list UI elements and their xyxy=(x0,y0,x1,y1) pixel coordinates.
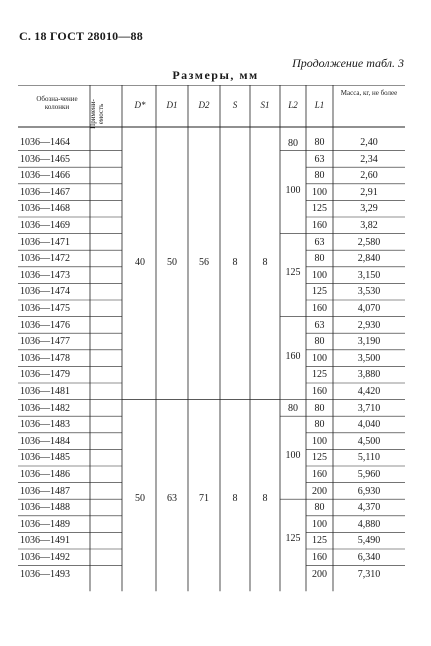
group2-d1: 63 xyxy=(167,493,177,504)
row-mass: 3,82 xyxy=(360,220,378,231)
row-designation: 1036—1471 xyxy=(20,236,70,248)
l2-value: 80 xyxy=(288,138,298,149)
row-mass: 3,29 xyxy=(360,203,378,215)
row-l1: 80 xyxy=(314,419,325,431)
row-l1: 160 xyxy=(312,552,327,563)
row-l1: 125 xyxy=(312,369,327,381)
row-l1: 125 xyxy=(312,535,327,547)
row-mass: 2,840 xyxy=(357,253,381,265)
row-mass: 2,91 xyxy=(360,186,378,198)
table-subtitle: Размеры, мм xyxy=(172,68,259,82)
row-mass: 6,340 xyxy=(357,552,381,563)
row-designation: 1036—1491 xyxy=(20,535,70,547)
row-designation: 1036—1476 xyxy=(20,319,70,331)
row-l1: 80 xyxy=(314,170,325,182)
row-l1: 80 xyxy=(314,402,325,414)
row-mass: 2,60 xyxy=(360,170,378,182)
header-s1: S1 xyxy=(260,100,270,110)
group2-s1: 8 xyxy=(262,493,268,504)
row-l1: 200 xyxy=(312,485,327,497)
row-designation: 1036—1489 xyxy=(20,518,70,530)
row-mass: 4,880 xyxy=(357,518,381,530)
row-l1: 100 xyxy=(312,269,327,281)
row-designation: 1036—1486 xyxy=(20,469,70,480)
l2-value: 100 xyxy=(285,185,301,196)
row-designation: 1036—1473 xyxy=(20,269,70,281)
row-l1: 63 xyxy=(314,153,325,165)
row-mass: 2,40 xyxy=(360,137,378,148)
row-designation: 1036—1479 xyxy=(20,369,70,381)
row-designation: 1036—1477 xyxy=(20,336,70,348)
l2-value: 100 xyxy=(285,450,301,461)
row-designation: 1036—1469 xyxy=(20,220,70,231)
row-designation: 1036—1482 xyxy=(20,402,70,414)
row-l1: 100 xyxy=(312,352,327,364)
row-designation: 1036—1483 xyxy=(20,419,70,431)
row-mass: 4,370 xyxy=(357,502,381,514)
header-applicability: Примени-емость xyxy=(89,99,105,129)
row-mass: 7,310 xyxy=(357,568,381,580)
row-l1: 63 xyxy=(314,236,325,248)
row-l1: 63 xyxy=(314,319,325,331)
group1-d: 40 xyxy=(135,257,145,268)
group1-d2: 56 xyxy=(199,257,209,268)
row-mass: 2,34 xyxy=(360,153,378,165)
group1-s1: 8 xyxy=(262,257,268,268)
row-designation: 1036—1467 xyxy=(20,186,70,198)
row-l1: 100 xyxy=(312,518,327,530)
row-mass: 3,530 xyxy=(357,286,381,298)
row-designation: 1036—1485 xyxy=(20,452,70,464)
row-l1: 200 xyxy=(312,568,327,580)
row-mass: 2,930 xyxy=(357,319,381,331)
row-l1: 80 xyxy=(314,137,325,148)
row-mass: 3,500 xyxy=(357,352,381,364)
row-designation: 1036—1464 xyxy=(20,137,70,148)
row-l1: 160 xyxy=(312,303,327,314)
header-d2: D2 xyxy=(198,100,210,110)
row-mass: 3,190 xyxy=(357,336,381,348)
row-l1: 160 xyxy=(312,469,327,480)
l2-value: 160 xyxy=(285,351,301,362)
row-l1: 160 xyxy=(312,386,327,397)
row-designation: 1036—1475 xyxy=(20,303,70,314)
row-l1: 125 xyxy=(312,286,327,298)
row-l1: 100 xyxy=(312,186,327,198)
group2-d: 50 xyxy=(135,493,145,504)
row-mass: 6,930 xyxy=(357,485,381,497)
row-mass: 5,110 xyxy=(357,452,381,464)
row-mass: 4,500 xyxy=(357,435,381,447)
group2-d2: 71 xyxy=(199,493,209,504)
header-designation: Обозна-чение колонки xyxy=(36,95,78,111)
row-designation: 1036—1493 xyxy=(20,568,70,580)
row-mass: 5,960 xyxy=(357,469,381,480)
l2-value: 125 xyxy=(285,267,301,278)
header-mass: Масса, кг, не более xyxy=(340,89,398,97)
row-mass: 4,070 xyxy=(357,303,381,314)
dimensions-table xyxy=(18,85,405,605)
row-l1: 80 xyxy=(314,502,325,514)
row-mass: 3,710 xyxy=(357,402,381,414)
row-mass: 4,040 xyxy=(357,419,381,431)
row-l1: 160 xyxy=(312,220,327,231)
row-designation: 1036—1465 xyxy=(20,153,70,165)
row-designation: 1036—1492 xyxy=(20,552,70,563)
row-designation: 1036—1484 xyxy=(20,435,70,447)
row-mass: 2,580 xyxy=(357,236,381,248)
l2-value: 80 xyxy=(288,403,298,414)
row-designation: 1036—1474 xyxy=(20,286,70,298)
row-l1: 80 xyxy=(314,253,325,265)
row-mass: 3,880 xyxy=(357,369,381,381)
l2-value: 125 xyxy=(285,533,301,544)
row-designation: 1036—1481 xyxy=(20,386,70,397)
table-continuation-caption: Продолжение табл. 3 xyxy=(292,56,404,70)
row-designation: 1036—1487 xyxy=(20,485,70,497)
row-l1: 100 xyxy=(312,435,327,447)
header-l2: L2 xyxy=(288,100,298,110)
row-l1: 125 xyxy=(312,452,327,464)
row-mass: 3,150 xyxy=(357,269,381,281)
row-designation: 1036—1472 xyxy=(20,253,70,265)
header-d1: D1 xyxy=(166,100,178,110)
header-s: S xyxy=(232,100,238,110)
group2-s: 8 xyxy=(232,493,238,504)
header-l1: L1 xyxy=(314,100,325,110)
row-mass: 4,420 xyxy=(357,386,381,397)
group1-d1: 50 xyxy=(167,257,177,268)
row-designation: 1036—1468 xyxy=(20,203,70,215)
group1-s: 8 xyxy=(232,257,238,268)
row-designation: 1036—1466 xyxy=(20,170,70,182)
row-designation: 1036—1488 xyxy=(20,502,70,514)
row-designation: 1036—1478 xyxy=(20,352,70,364)
header-d: D* xyxy=(134,100,146,110)
row-mass: 5,490 xyxy=(357,535,381,547)
page-header-left: С. 18 ГОСТ 28010—88 xyxy=(19,29,143,43)
row-l1: 125 xyxy=(312,203,327,215)
row-l1: 80 xyxy=(314,336,325,348)
